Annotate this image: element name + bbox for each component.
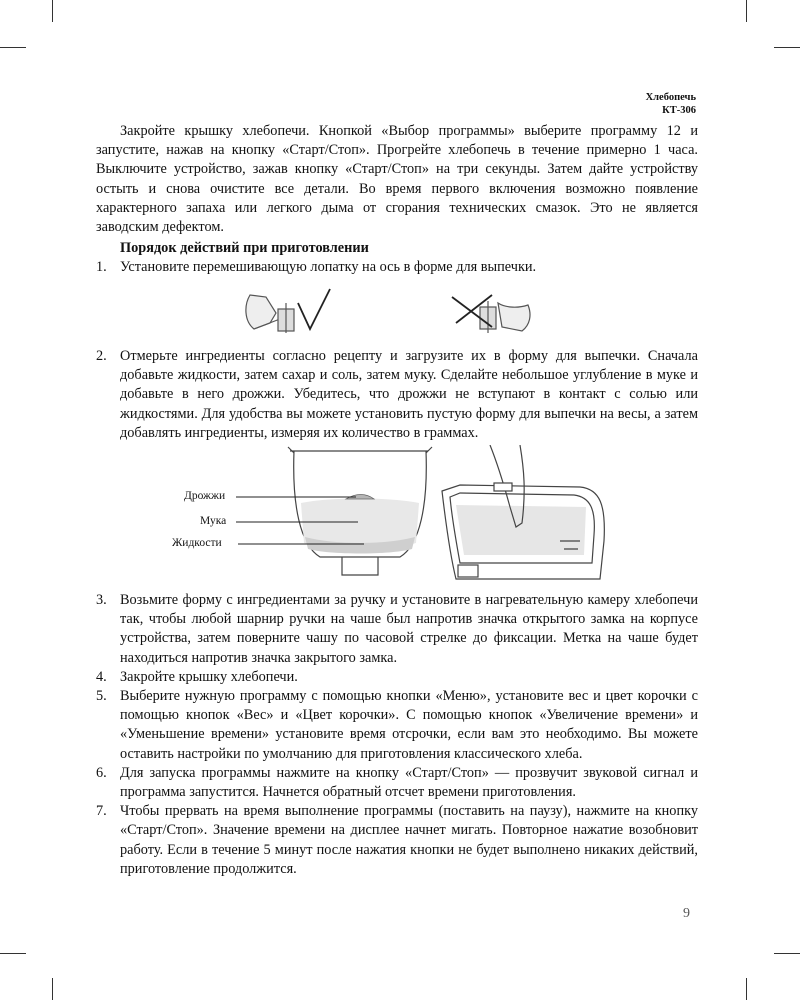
crop-mark [774, 47, 800, 48]
crop-mark [0, 47, 26, 48]
step-number: 6. [96, 764, 107, 781]
checkmark-icon [298, 289, 330, 329]
label-yeast: Дрожжи [184, 490, 226, 502]
step-number: 5. [96, 688, 107, 705]
step-text: Возьмите форму с ингредиентами за ручку и установите в нагревательную камеру хлебопечи так, чтобы любой шарнир ручки на чаше был напротив значка открытого замка на корпусе устройства, затем поверните чашу по часовой стрелке до фиксации. Метка на чаше будет находиться напротив значка закрытого замка. [120, 592, 698, 666]
step-number: 7. [96, 803, 107, 820]
list-item [96, 687, 698, 764]
header-product: Хлебопечь [645, 92, 696, 103]
section-title: Порядок действий при приготовлении [120, 240, 369, 256]
step-text: Выберите нужную программу с помощью кнопки «Меню», установите вес и цвет корочки с помощью кнопок «Вес» и «Цвет корочки». С помощью кнопок «Увеличение времени» и «Уменьшение времени» установите время отсрочки, если вам это необходимо. Вы можете оставить настройки по умолчанию для приготовления классического хлеба. [120, 688, 698, 762]
list-item [96, 764, 698, 802]
list-item [96, 802, 698, 879]
step-text: Чтобы прервать на время выполнение программы (поставить на паузу), нажмите на кнопку «Старт/Стоп». Значение времени на дисплее начнет мигать. Повторное нажатие возобновит работу. Если в течение 5 минут после нажатия кнопки не будет выполнено никаких действий, приготовление продолжится. [120, 803, 698, 877]
step-number: 2. [96, 348, 107, 364]
crop-mark [746, 978, 747, 1000]
list-item [96, 591, 698, 668]
paddle-figure [240, 283, 560, 345]
step-number: 1. [96, 259, 107, 275]
step-text: Для запуска программы нажмите на кнопку «Старт/Стоп» — прозвучит звуковой сигнал и программа запустится. Начнется обратный отсчет времени приготовления. [120, 764, 698, 801]
steps-list-part3 [96, 591, 698, 879]
page-header [646, 91, 696, 117]
crop-mark [774, 953, 800, 954]
crop-mark [52, 0, 53, 22]
crop-mark [746, 0, 747, 22]
steps-list-part2 [96, 347, 698, 443]
paddle-correct-illustration [246, 295, 294, 333]
step-text: Закройте крышку хлебопечи. [120, 668, 298, 685]
list-item [96, 668, 698, 687]
list-item [96, 258, 698, 277]
crop-mark [0, 953, 26, 954]
step-text: Установите перемешивающую лопатку на ось в форме для выпечки. [120, 259, 537, 275]
intro-paragraph: Закройте крышку хлебопечи. Кнопкой «Выбор программы» выберите программу 12 и запустите, нажав на кнопку «Старт/Стоп». Прогрейте хлебопечь в течение примерно 1 часа. Выключите устройство, зажав кнопку «Старт/Стоп» на три секунды. Затем дайте устройству остыть и снова очистите все детали. Во время первого включения возможно появление характерного запаха или легкого дыма от сгорания технических смазок. Это не является заводским дефектом. [96, 123, 698, 236]
baking-pan-illustration [288, 447, 432, 575]
step-number: 3. [96, 592, 107, 608]
paddle-incorrect-illustration [480, 301, 530, 333]
step-number: 4. [96, 668, 107, 685]
header-model: КТ-306 [662, 105, 696, 116]
bread-maker-illustration [442, 445, 604, 579]
label-flour: Мука [200, 515, 227, 527]
list-item [96, 347, 698, 443]
steps-list-part1 [96, 258, 698, 277]
crop-mark [52, 978, 53, 1000]
step-text: Отмерьте ингредиенты согласно рецепту и загрузите их в форму для выпечки. Сначала добавьте жидкости, затем сахар и соль, затем муку. Сделайте небольшое углубление в муке и добавьте в него дрожжи. Убедитесь, что дрожжи не вступают в контакт с солью или жидкостями. Для удобства вы можете установить пустую форму для выпечки на весы, а затем добавлять ингредиенты, измеряя их количество в граммах. [120, 348, 698, 441]
label-liquids: Жидкости [172, 537, 222, 549]
page-number: 9 [683, 906, 690, 921]
ingredients-figure [160, 445, 610, 585]
